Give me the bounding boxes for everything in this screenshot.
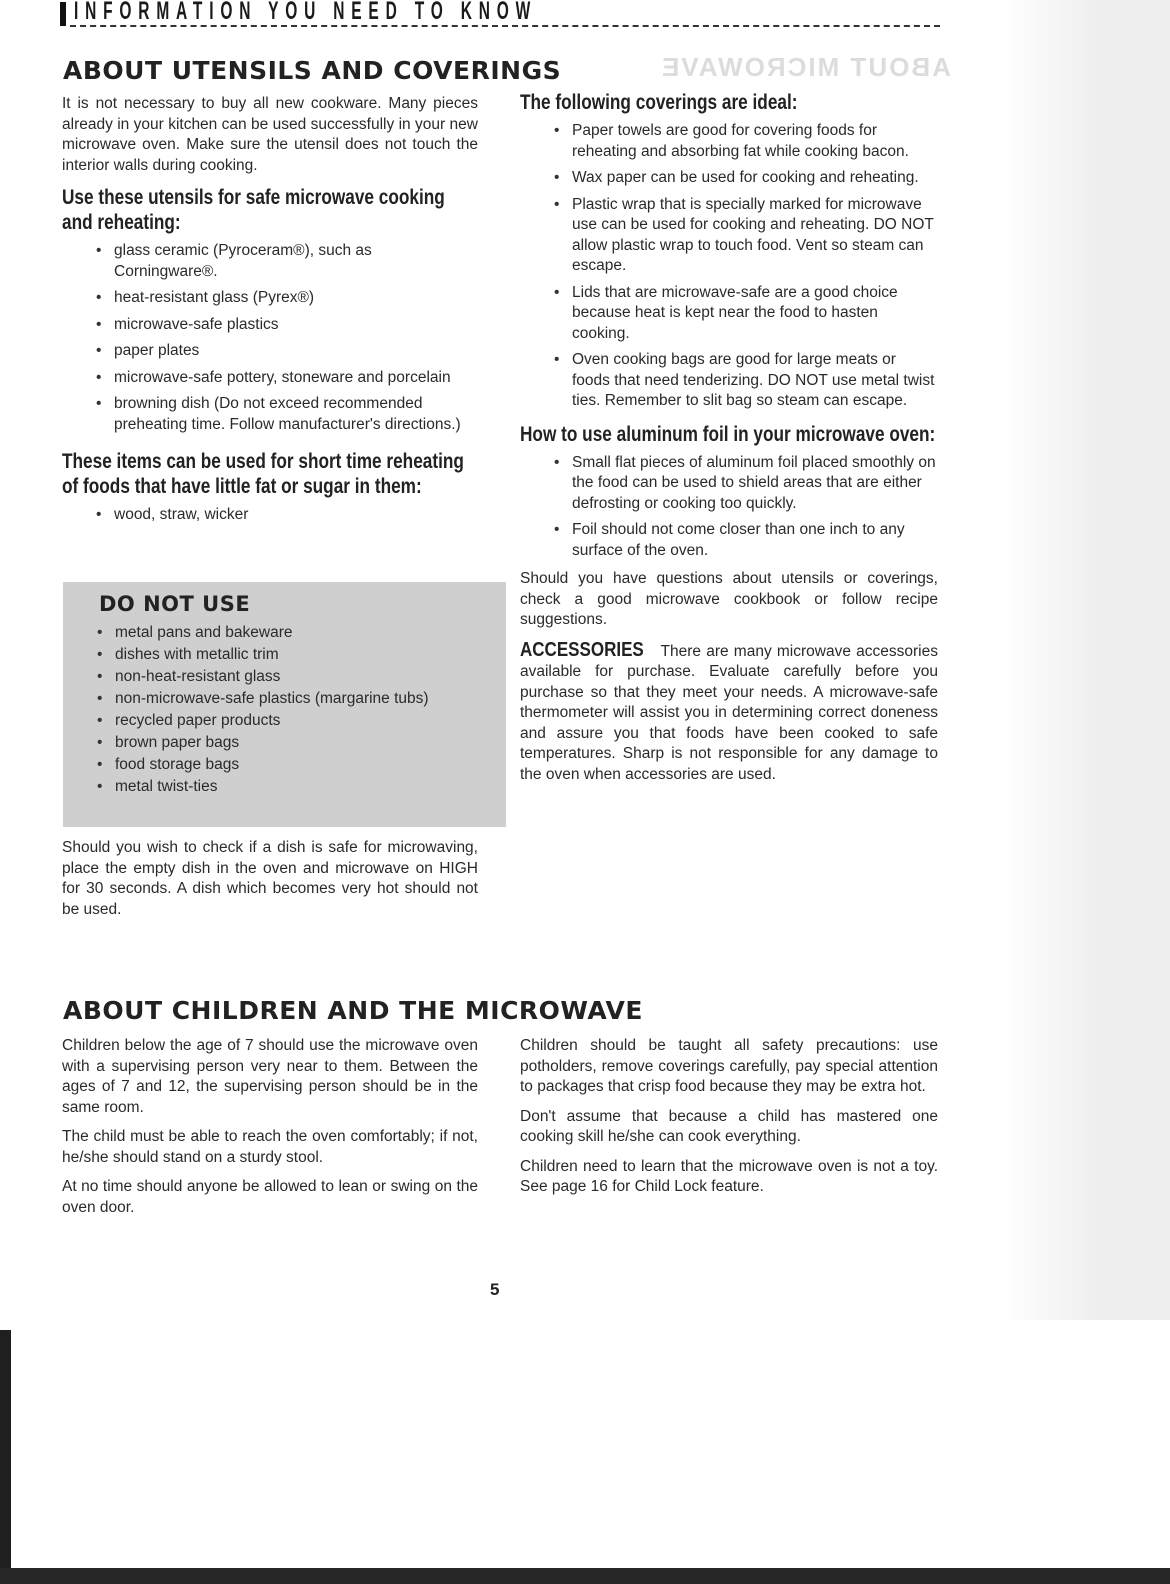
page-header (60, 0, 940, 30)
list-item: • brown paper bags (115, 734, 506, 752)
list-item: • browning dish (Do not exceed recommended preheating time. Follow manufacturer's directions.) (114, 394, 478, 435)
list-item: • non-microwave-safe plastics (margarine tubs) (115, 690, 506, 708)
accessories-paragraph (520, 640, 938, 786)
header-title: INFORMATION YOU NEED TO KNOW (74, 0, 538, 25)
list-item: • Oven cooking bags are good for large meats or foods that need tenderizing. DO NOT use metal twist ties. Remember to slit bag so steam can escape. (572, 350, 938, 412)
list-item: • metal twist-ties (115, 778, 506, 796)
children-section-title: ABOUT CHILDREN AND THE MICROWAVE (63, 996, 643, 1025)
utensils-left-column (62, 94, 478, 534)
list-item: • microwave-safe plastics (114, 315, 478, 336)
children-paragraph: Don't assume that because a child has mastered one cooking skill he/she can cook everything. (520, 1107, 938, 1145)
questions-text: Should you have questions about utensils or coverings, check a good microwave cookbook or follow recipe suggestions. (520, 570, 938, 628)
safe-utensils-list (114, 241, 478, 435)
list-item: • recycled paper products (115, 712, 506, 730)
bleed-through-text: ABOUT MICROWAVE (660, 52, 951, 82)
list-item: • Plastic wrap that is specially marked for microwave use can be used for cooking and reheating. DO NOT allow plastic wrap to touch food. Vent so steam can escape. (572, 195, 938, 277)
children-right-column (520, 1036, 938, 1207)
list-item: • metal pans and bakeware (115, 624, 506, 642)
list-item: • Paper towels are good for covering foods for reheating and absorbing fat while cooking bacon. (572, 121, 938, 162)
foil-heading: How to use aluminum foil in your microwave oven: (520, 422, 936, 446)
list-item: • microwave-safe pottery, stoneware and porcelain (114, 368, 478, 389)
children-paragraph: Children need to learn that the microwave oven is not a toy. See page 16 for Child Lock feature. (520, 1157, 938, 1195)
safe-utensils-heading: Use these utensils for safe microwave cooking and reheating: (62, 186, 445, 234)
accessories-text: There are many microwave accessories available for purchase. Evaluate carefully before you purchase so that they meet your needs. A microwave-safe thermometer will assist you in determining correct doneness and assure you that foods have been cooked to safe temperatures. Sharp is not responsible for any damage to the oven when accessories are used. (520, 642, 938, 783)
short-reheat-heading: These items can be used for short time reheating of foods that have little fat or sugar in them: (62, 450, 464, 498)
header-marker (60, 2, 66, 26)
scan-edge-left (0, 1330, 11, 1584)
list-item: • food storage bags (115, 756, 506, 774)
list-item: • heat-resistant glass (Pyrex®) (114, 288, 478, 309)
coverings-list (572, 121, 938, 412)
list-item: • Lids that are microwave-safe are a good choice because heat is kept near the food to hasten cooking. (572, 283, 938, 345)
dish-check-text: Should you wish to check if a dish is safe for microwaving, place the empty dish in the oven and microwave on HIGH for 30 seconds. A dish which becomes very hot should not be used. (62, 839, 478, 918)
list-item: • wood, straw, wicker (114, 505, 478, 526)
short-reheat-list (114, 505, 478, 526)
children-paragraph: The child must be able to reach the oven comfortably; if not, he/she should stand on a sturdy stool. (62, 1128, 478, 1166)
list-item: • glass ceramic (Pyroceram®), such as Corningware®. (114, 241, 478, 282)
list-item: • dishes with metallic trim (115, 646, 506, 664)
scan-edge-bottom (0, 1568, 1170, 1584)
children-left-column (62, 1036, 478, 1227)
do-not-use-box (63, 582, 506, 827)
utensils-intro: It is not necessary to buy all new cookware. Many pieces already in your kitchen can be used successfully in your new microwave oven. Make sure the utensil does not touch the interior walls during cooking. (62, 95, 478, 174)
header-rule (70, 25, 940, 27)
list-item: • Small flat pieces of aluminum foil placed smoothly on the food can be used to shield areas that are either defrosting or cooking too quickly. (572, 453, 938, 515)
foil-list (572, 453, 938, 562)
page-edge-shadow (1000, 0, 1170, 1320)
coverings-heading: The following coverings are ideal: (520, 91, 798, 114)
dish-check-block (62, 838, 478, 929)
list-item: • non-heat-resistant glass (115, 668, 506, 686)
children-paragraph: At no time should anyone be allowed to lean or swing on the oven door. (62, 1178, 478, 1216)
do-not-use-list (115, 624, 506, 796)
children-paragraph: Children should be taught all safety precautions: use potholders, remove coverings carefully, pay special attention to packages that crisp food because they may be extra hot. (520, 1037, 938, 1095)
list-item: • Wax paper can be used for cooking and reheating. (572, 168, 938, 189)
utensils-right-column (520, 90, 938, 794)
page-number: 5 (490, 1280, 500, 1299)
children-paragraph: Children below the age of 7 should use the microwave oven with a supervising person very near to them. Between the ages of 7 and 12, the supervising person should be in the same room. (62, 1037, 478, 1116)
accessories-label: ACCESSORIES (520, 638, 644, 661)
list-item: • Foil should not come closer than one inch to any surface of the oven. (572, 520, 938, 561)
utensils-section-title: ABOUT UTENSILS AND COVERINGS (63, 56, 562, 85)
list-item: • paper plates (114, 341, 478, 362)
do-not-use-title: DO NOT USE (99, 592, 251, 616)
